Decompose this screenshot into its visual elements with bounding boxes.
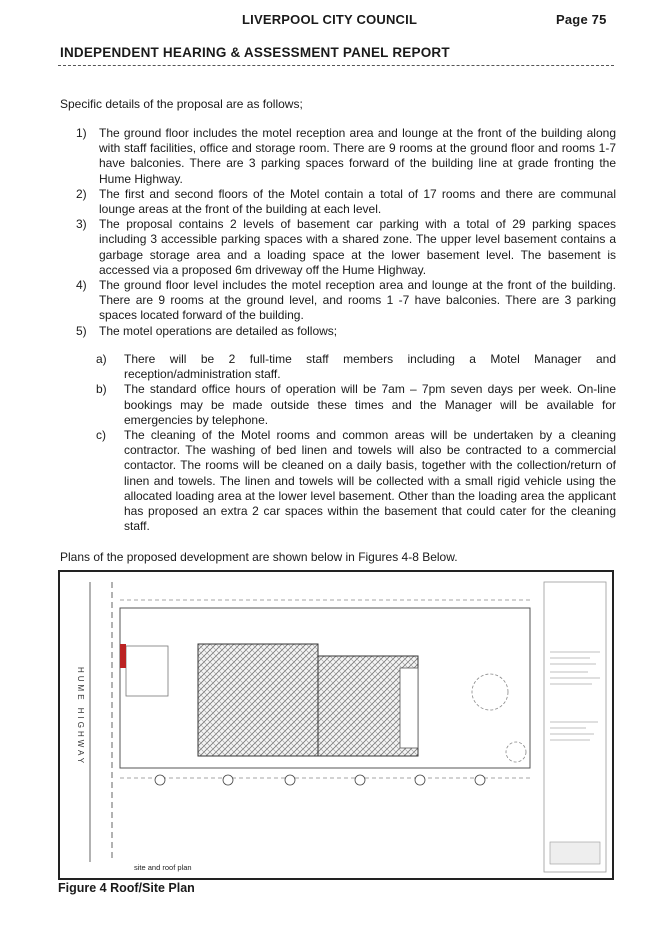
header-divider: [58, 65, 614, 66]
item-text: The proposal contains 2 levels of basement car parking with a total of 29 parking spaces including 3 accessible parking spaces with a shared zone. The upper level basement contains a garbage storage area and a loading space at the lower basement level. The basement is accessed via a proposed 6m driveway off the Hume Highway.: [99, 217, 616, 277]
tree-symbol: [506, 742, 526, 762]
sub-item-letter: b): [96, 382, 107, 397]
item-text: The ground floor level includes the motel reception area and lounge at the front of the building. There are 9 rooms at the ground level, and rooms 1 -7 have balconies. There are 3 parking spaces located forward of the building.: [99, 278, 616, 323]
figure-caption: Figure 4 Roof/Site Plan: [58, 881, 195, 895]
list-item: [60, 324, 616, 339]
sub-item-text: There will be 2 full-time staff members including a Motel Manager and reception/administration staff.: [124, 352, 616, 382]
list-item: [60, 126, 616, 187]
report-title: INDEPENDENT HEARING & ASSESSMENT PANEL REPORT: [60, 45, 450, 60]
council-name: LIVERPOOL CITY COUNCIL: [242, 12, 418, 27]
plans-intro-paragraph: Plans of the proposed development are shown below in Figures 4-8 Below.: [60, 550, 458, 564]
item-number: 3): [76, 217, 87, 232]
operations-sublist: [96, 352, 616, 534]
grid-marker: [415, 775, 425, 785]
item-text: The first and second floors of the Motel contain a total of 17 rooms and there are communal lounge areas at the front of the building at each level.: [99, 186, 616, 217]
grid-marker: [155, 775, 165, 785]
grid-marker: [223, 775, 233, 785]
item-number: 2): [76, 186, 87, 201]
item-number: 4): [76, 278, 87, 293]
grid-marker: [285, 775, 295, 785]
drawing-number-box: [550, 842, 600, 864]
grid-marker: [475, 775, 485, 785]
item-text: The ground floor includes the motel reception area and lounge at the front of the building along with staff facilities, office and storage room. There are 9 rooms at the ground floor and rooms 1-7 have balconies. There are 3 parking spaces forward of the building line at grade fronting the Hume Highway.: [99, 126, 616, 186]
tree-symbol: [472, 674, 508, 710]
item-number: 1): [76, 126, 87, 140]
list-item: [60, 278, 616, 324]
proposal-list: [60, 126, 616, 339]
drawing-title: site and roof plan: [134, 863, 192, 872]
rear-balcony: [400, 668, 418, 748]
sub-item-text: The standard office hours of operation will be 7am – 7pm seven days per week. On-line bookings may be made outside these times and the Manager will be available for emergencies by telephone.: [124, 382, 616, 427]
sub-list-item: [96, 352, 616, 382]
item-number: 5): [76, 323, 87, 338]
building-roof-hatched: [198, 644, 318, 756]
sub-item-letter: a): [96, 352, 107, 366]
sub-list-item: [96, 382, 616, 428]
list-item: [60, 187, 616, 217]
intro-paragraph: Specific details of the proposal are as follows;: [60, 97, 303, 111]
list-item: [60, 217, 616, 278]
item-text: The motel operations are detailed as follows;: [99, 323, 338, 338]
road-label: HUME HIGHWAY: [76, 667, 85, 767]
driveway-marker: [120, 644, 126, 668]
front-parking-area: [126, 646, 168, 696]
site-plan-drawing: [60, 572, 612, 878]
site-plan-figure: [58, 570, 614, 880]
sub-item-letter: c): [96, 428, 106, 443]
title-block: [544, 582, 606, 872]
sub-list-item: [96, 428, 616, 534]
sub-item-text: The cleaning of the Motel rooms and common areas will be undertaken by a cleaning contractor. The washing of bed linen and towels will also be contracted to a commercial contactor. The rooms will be cleaned on a daily basis, together with the collection/return of linen and towels. The linen and towels will be collected with a small rigid vehicle using the allocated loading area at the lower level basement. Other than the loading area the applicant has proposed an extra 2 car spaces within the basement that could cater for the cleaning staff.: [124, 428, 616, 534]
grid-marker: [355, 775, 365, 785]
page-number: Page 75: [556, 12, 607, 27]
